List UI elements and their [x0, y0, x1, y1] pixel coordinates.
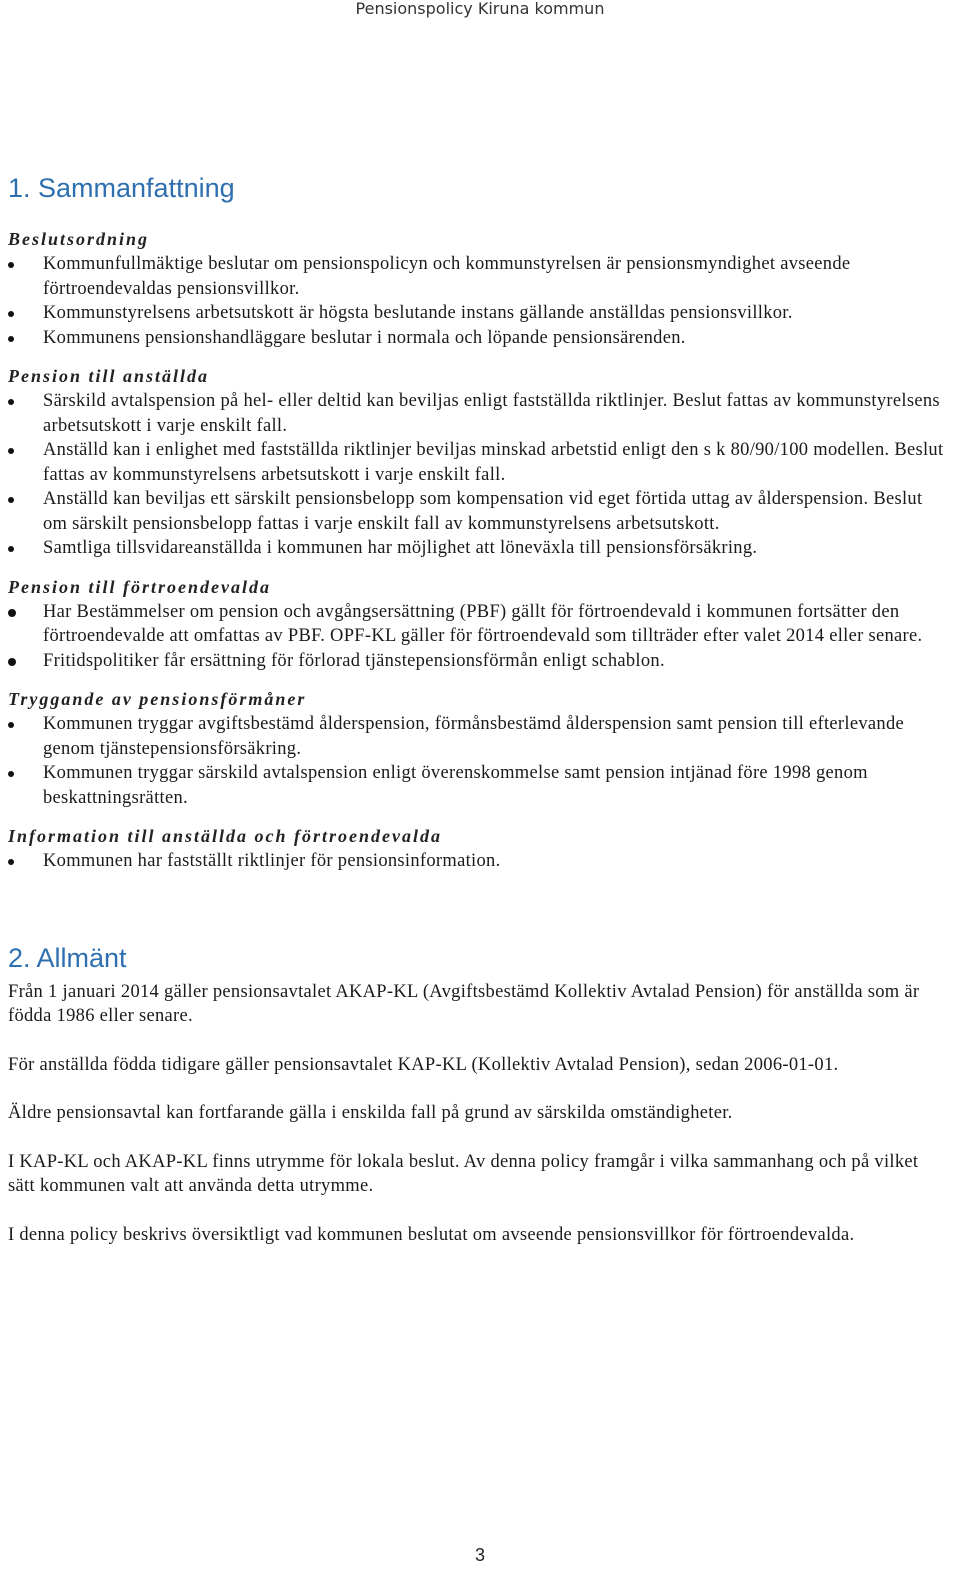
page-content — [8, 170, 950, 1271]
list-item: Särskild avtalspension på hel- eller deltid kan beviljas enligt fastställda riktlinjer. Beslut fattas av kommunstyrelsens arbetsutskott i varje enskilt fall. — [8, 389, 950, 438]
list-item: Kommunen tryggar särskild avtalspension enligt överenskommelse samt pension intjänad före 1998 genom beskattningsrätten. — [8, 761, 950, 810]
subheading-tryggande-av-pensionsformaner: Tryggande av pensionsförmåner — [8, 689, 307, 709]
running-header: Pensionspolicy Kiruna kommun — [355, 0, 605, 18]
list-item: Kommunen tryggar avgiftsbestämd ålderspension, förmånsbestämd ålderspension samt pension till efterlevande genom tjänstepensionsförsäkring. — [8, 712, 950, 761]
bullet-list-information — [8, 849, 950, 874]
section-heading-sammanfattning: 1. Sammanfattning — [8, 173, 235, 203]
list-item: Kommunfullmäktige beslutar om pensionspolicyn och kommunstyrelsen är pensionsmyndighet avseende förtroendevaldas pensionsvillkor. — [8, 252, 950, 301]
bullet-list-beslutsordning — [8, 252, 950, 350]
paragraph: För anställda födda tidigare gäller pensionsavtalet KAP-KL (Kollektiv Avtalad Pension), sedan 2006-01-01. — [8, 1054, 839, 1075]
bullet-list-tryggande — [8, 712, 950, 810]
subheading-pension-till-anstallda: Pension till anställda — [8, 366, 210, 386]
subheading-beslutsordning: Beslutsordning — [8, 229, 150, 249]
section-heading-allmant: 2. Allmänt — [8, 942, 127, 973]
bullet-list-pension-till-fortroendevalda — [8, 600, 950, 674]
list-item: Kommunens pensionshandläggare beslutar i normala och löpande pensionsärenden. — [8, 326, 950, 351]
list-item: Kommunen har fastställt riktlinjer för pensionsinformation. — [8, 849, 950, 874]
paragraph: Från 1 januari 2014 gäller pensionsavtalet AKAP-KL (Avgiftsbestämd Kollektiv Avtalad Pension) för anställda som är födda 1986 eller senare. — [8, 981, 920, 1026]
list-item: Anställd kan i enlighet med fastställda riktlinjer beviljas minskad arbetstid enligt den s k 80/90/100 modellen. Beslut fattas av kommunstyrelsens arbetsutskott i varje enskilt fall. — [8, 438, 950, 487]
subheading-information: Information till anställda och förtroendevalda — [8, 826, 443, 846]
paragraph: I KAP-KL och AKAP-KL finns utrymme för lokala beslut. Av denna policy framgår i vilka sammanhang och på vilket sätt kommunen valt att använda detta utrymme. — [8, 1151, 919, 1196]
list-item: Anställd kan beviljas ett särskilt pensionsbelopp som kompensation vid eget förtida uttag av ålderspension. Beslut om särskilt pensionsbelopp fattas i varje enskilt fall av kommunstyrelsens arbetsutskott. — [8, 487, 950, 536]
bullet-list-pension-till-anstallda — [8, 389, 950, 561]
list-item: Har Bestämmelser om pension och avgångsersättning (PBF) gällt för förtroendevald i kommunen fortsätter den förtroendevalde att omfattas av PBF. OPF-KL gäller för förtroendevald som tillträder efter valet 2014 eller senare. — [8, 600, 950, 649]
page-number: 3 — [474, 1545, 485, 1565]
paragraph: I denna policy beskrivs översiktligt vad kommunen beslutat om avseende pensionsvillkor för förtroendevalda. — [8, 1224, 855, 1245]
list-item: Kommunstyrelsens arbetsutskott är högsta beslutande instans gällande anställdas pensionsvillkor. — [8, 301, 950, 326]
paragraph: Äldre pensionsavtal kan fortfarande gälla i enskilda fall på grund av särskilda omständigheter. — [8, 1103, 733, 1123]
list-item: Samtliga tillsvidareanställda i kommunen har möjlighet att löneväxla till pensionsförsäkring. — [8, 536, 950, 561]
list-item: Fritidspolitiker får ersättning för förlorad tjänstepensionsförmån enligt schablon. — [8, 649, 950, 674]
section-allmant — [8, 940, 950, 1248]
subheading-pension-till-fortroendevalda: Pension till förtroendevalda — [8, 576, 271, 597]
